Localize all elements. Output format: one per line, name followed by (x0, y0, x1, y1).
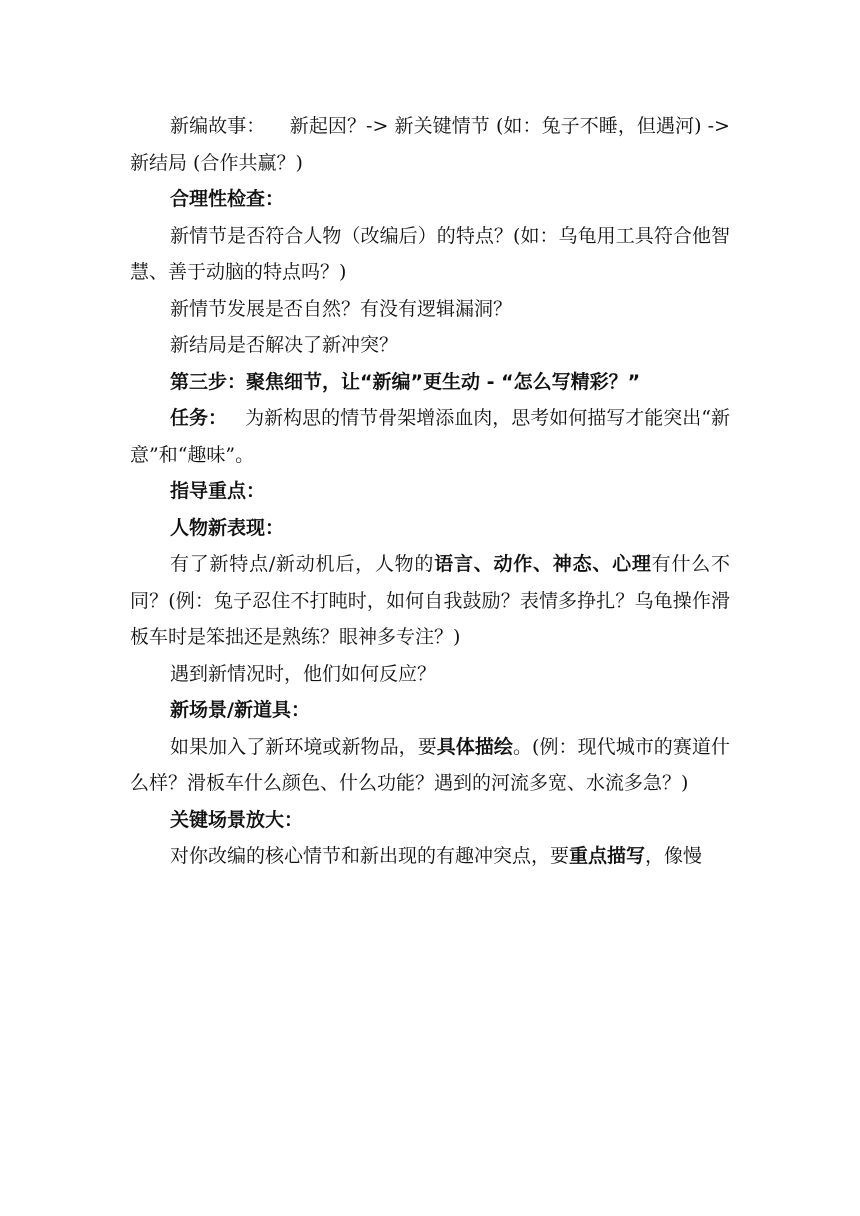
key-bold-1: 重点描写 (569, 845, 646, 867)
heading-guide-points: 指导重点： (170, 480, 266, 502)
key-text-1: 对你改编的核心情节和新出现的有趣冲突点，要 (170, 845, 570, 867)
heading-character-performance: 人物新表现： (170, 516, 285, 539)
new-story-text: 新起因？-> 新关键情节 (如：兔子不睡，但遇河) -> 新结局 (合作共赢？) (130, 115, 730, 174)
paragraph-check-2: 新情节发展是否自然？有没有逻辑漏洞？ (170, 297, 513, 320)
task-text: 为新构思的情节骨架增添血肉，思考如何描写才能突出“新意”和“趣味”。 (130, 407, 730, 466)
heading-step-three: 第三步：聚焦细节，让“新编”更生动 - “怎么写精彩？” (170, 370, 641, 393)
paragraph-key-scene (130, 838, 730, 875)
paragraph-check-3: 新结局是否解决了新冲突？ (170, 334, 399, 356)
character-text-1: 有了新特点/新动机后，人物的 (170, 553, 435, 575)
paragraph-check-1: 新情节是否符合人物（改编后）的特点？(如：乌龟用工具符合他智慧、善于动脑的特点吗？) (130, 224, 730, 283)
heading-reasonableness-check: 合理性检查： (170, 188, 285, 210)
scene-text-2: 。(例：现代城市的赛道什么样？滑板车什么颜色、什么功能？遇到的河流多宽、水流多急？) (130, 735, 730, 794)
task-label: 任务： (170, 407, 228, 429)
document-body (130, 108, 730, 875)
scene-text-1: 如果加入了新环境或新物品，要 (170, 735, 437, 758)
character-text-2: 有什么不同？(例：兔子忍住不打盹时，如何自我鼓励？表情多挣扎？乌龟操作滑板车时是笨拙还是熟练？眼神多专注？) (130, 553, 730, 648)
heading-new-scene-props: 新场景/新道具： (170, 699, 310, 721)
scene-bold-1: 具体描绘 (436, 735, 513, 758)
heading-key-scene: 关键场景放大： (170, 808, 304, 831)
new-story-label: 新编故事： (170, 115, 266, 137)
paragraph-character-reaction: 遇到新情况时，他们如何反应？ (170, 662, 437, 685)
key-text-2: ，像慢 (645, 845, 703, 867)
paragraph-scene (130, 729, 730, 802)
paragraph-new-story (130, 108, 730, 181)
paragraph-character (130, 546, 730, 656)
character-bold-1: 语言、动作、神态、心理 (434, 553, 652, 575)
paragraph-task (130, 400, 730, 473)
